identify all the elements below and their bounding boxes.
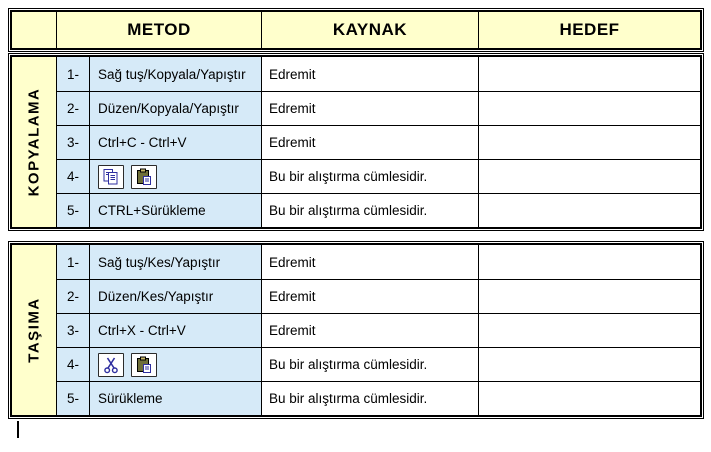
kaynak-cell[interactable]: Edremit — [261, 125, 478, 159]
paste-button[interactable] — [131, 165, 157, 189]
hedef-cell[interactable] — [478, 91, 700, 125]
cut-icon — [102, 356, 120, 374]
section-label: TAŞIMA — [25, 297, 43, 363]
kaynak-cell[interactable]: Edremit — [261, 279, 478, 313]
hedef-cell[interactable] — [478, 57, 700, 91]
row-number[interactable]: 2- — [56, 279, 89, 313]
hedef-cell[interactable] — [478, 125, 700, 159]
cut-button[interactable] — [98, 353, 124, 377]
method-cell[interactable]: CTRL+Sürükleme — [89, 193, 261, 227]
section-label-cell[interactable] — [12, 245, 56, 415]
header-col-kaynak[interactable]: KAYNAK — [261, 12, 478, 48]
paste-icon — [135, 356, 153, 374]
header-col-metod[interactable]: METOD — [56, 12, 261, 48]
method-cell[interactable]: Düzen/Kopyala/Yapıştır — [89, 91, 261, 125]
header-col-hedef[interactable]: HEDEF — [478, 12, 700, 48]
section-kopyalama — [10, 55, 702, 229]
method-cell[interactable]: Ctrl+C - Ctrl+V — [89, 125, 261, 159]
row-number[interactable]: 3- — [56, 313, 89, 347]
method-cell[interactable]: Ctrl+X - Ctrl+V — [89, 313, 261, 347]
method-cell[interactable]: Sağ tuş/Kes/Yapıştır — [89, 245, 261, 279]
row-number[interactable]: 1- — [56, 57, 89, 91]
method-cell-icons — [89, 159, 261, 193]
hedef-cell[interactable] — [478, 245, 700, 279]
row-number[interactable]: 4- — [56, 159, 89, 193]
row-number[interactable]: 4- — [56, 347, 89, 381]
kaynak-cell[interactable]: Bu bir alıştırma cümlesidir. — [261, 381, 478, 415]
kaynak-cell[interactable]: Edremit — [261, 245, 478, 279]
row-number[interactable]: 1- — [56, 245, 89, 279]
paste-button[interactable] — [131, 353, 157, 377]
hedef-cell[interactable] — [478, 347, 700, 381]
hedef-cell[interactable] — [478, 313, 700, 347]
kaynak-cell[interactable]: Edremit — [261, 313, 478, 347]
copy-icon — [102, 168, 120, 186]
method-cell-icons — [89, 347, 261, 381]
kaynak-cell[interactable]: Bu bir alıştırma cümlesidir. — [261, 347, 478, 381]
row-number[interactable]: 2- — [56, 91, 89, 125]
hedef-cell[interactable] — [478, 193, 700, 227]
kaynak-cell[interactable]: Edremit — [261, 57, 478, 91]
section-tasima — [10, 243, 702, 417]
section-label: KOPYALAMA — [25, 87, 43, 197]
kaynak-cell[interactable]: Edremit — [261, 91, 478, 125]
method-cell[interactable]: Sağ tuş/Kopyala/Yapıştır — [89, 57, 261, 91]
hedef-cell[interactable] — [478, 159, 700, 193]
hedef-cell[interactable] — [478, 381, 700, 415]
kaynak-cell[interactable]: Bu bir alıştırma cümlesidir. — [261, 193, 478, 227]
copy-button[interactable] — [98, 165, 124, 189]
row-number[interactable]: 5- — [56, 381, 89, 415]
text-cursor — [17, 421, 19, 438]
table-header — [10, 10, 702, 50]
kaynak-cell[interactable]: Bu bir alıştırma cümlesidir. — [261, 159, 478, 193]
method-cell[interactable]: Düzen/Kes/Yapıştır — [89, 279, 261, 313]
section-label-cell[interactable] — [12, 57, 56, 227]
row-number[interactable]: 5- — [56, 193, 89, 227]
paste-icon — [135, 168, 153, 186]
hedef-cell[interactable] — [478, 279, 700, 313]
row-number[interactable]: 3- — [56, 125, 89, 159]
header-corner-cell — [12, 12, 56, 48]
method-cell[interactable]: Sürükleme — [89, 381, 261, 415]
